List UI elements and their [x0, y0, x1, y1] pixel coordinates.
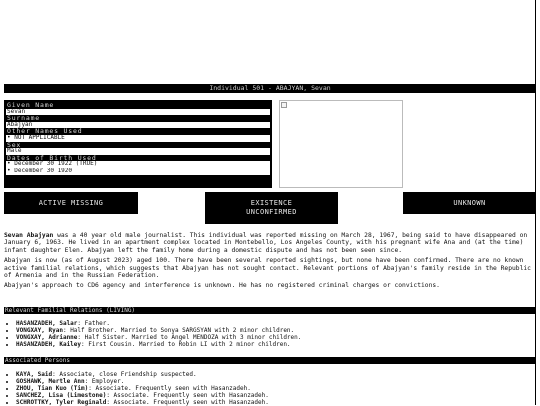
- bio-paragraph-3: Abajyan's approach to CD6 agency and interference is unknown. He has no registered criminal charges or convictions.: [4, 282, 440, 290]
- associate-desc: : Employer.: [84, 378, 125, 385]
- sex-label: Sex: [7, 140, 22, 149]
- bio-paragraph-1: [4, 232, 536, 254]
- dob-value-1: • December 30 1922 (TRUE): [6, 161, 270, 168]
- status-badge-unknown: UNKNOWN: [403, 192, 536, 214]
- associate-desc: : Associate. Frequently seen with Hasanzadeh.: [88, 385, 251, 392]
- associated-persons-list: [8, 371, 536, 406]
- associate-name: GOSHAWK, Mertle Ann: [16, 378, 85, 385]
- relation-name: VONGXAY, Adrianne: [16, 334, 78, 341]
- broken-image-icon: [281, 102, 287, 108]
- associate-desc: : Associate. Frequently seen with Hasanzadeh.: [106, 392, 269, 399]
- other-names-value: • NOT APPLICABLE: [6, 135, 270, 142]
- profile-photo: [279, 100, 403, 188]
- relation-name: HASANZADEH, Kailey: [16, 341, 82, 348]
- dob-label: Dates of Birth Used: [7, 153, 97, 162]
- associate-name: ZHOU, Tian Kuo (Tim): [16, 385, 89, 392]
- list-item: [16, 392, 536, 399]
- relation-desc: : Half Sister. Married to Ángel MENDOZA with 3 minor children.: [77, 334, 302, 341]
- bio-paragraph-1-text: was a 40 year old male journalist. This individual was reported missing on March 28, 1967, being said to have disappeared on January 6, 1963. He lived in an apartment complex located in Montebello, Los Angeles County, with his pregnant wife Ana and (at the time) infant daughter Elen. Abajyan left the family home during a domestic dispute and has not been seen since.: [4, 232, 528, 254]
- given-name-label: Given Name: [7, 101, 55, 109]
- associate-name: KAYA, Said: [16, 371, 53, 378]
- dob-value-2: • December 30 1920: [6, 168, 270, 175]
- status-badge-active-missing: ACTIVE MISSING: [4, 192, 138, 214]
- associated-persons-header: Associated Persons: [4, 357, 536, 364]
- page-title: Individual 501 - ABAJYAN, Sevan: [4, 84, 536, 93]
- given-name-value: Sevan: [6, 109, 270, 116]
- relation-desc: : Half Brother. Married to Sonya SARGSYAN with 2 minor children.: [62, 327, 295, 334]
- sex-value: Male: [6, 148, 270, 155]
- surname-value: Abajyan: [6, 122, 270, 129]
- status-existence-text: EXISTENCE UNCONFIRMED: [246, 199, 297, 216]
- list-item: [16, 341, 536, 348]
- list-item: [16, 371, 536, 378]
- list-item: [16, 320, 536, 327]
- bio-paragraph-2: Abajyan is now (as of August 2023) aged 100. There have been several reported sightings, but none have been confirmed. There are no known active familial relations, which suggests that Abajyan has not sought contact. Relevant portions of Abajyan's family reside in the Republic of Armenia and in the Russian Federation.: [4, 257, 531, 280]
- other-names-label: Other Names Used: [7, 127, 83, 136]
- list-item: [16, 327, 536, 334]
- familial-relations-list: [8, 320, 536, 348]
- associate-desc: : Associate, close Friendship suspected.: [52, 371, 197, 378]
- associate-name: SCHROTTKY, Tyler Reginald: [16, 399, 107, 406]
- associate-name: SANCHEZ, Lisa (Limestone): [16, 392, 107, 399]
- identity-infobox: [4, 100, 272, 188]
- subject-name: Sevan Abajyan: [4, 232, 54, 239]
- relation-name: HASANZADEH, Salar: [16, 320, 78, 327]
- biography-text: [4, 232, 536, 293]
- associate-desc: : Associate. Frequently seen with Hasanzadeh.: [106, 399, 269, 406]
- relation-desc: : Father.: [77, 320, 110, 327]
- relation-desc: : First Cousin. Married to Robin LI with 2 minor children.: [81, 341, 291, 348]
- surname-label: Surname: [7, 114, 40, 123]
- relation-name: VONGXAY, Ryan: [16, 327, 63, 334]
- status-badge-existence: [205, 192, 338, 224]
- list-item: [16, 334, 536, 341]
- list-item: [16, 378, 536, 385]
- familial-relations-header: Relevant Familial Relations (LIVING): [4, 307, 536, 314]
- list-item: [16, 385, 536, 392]
